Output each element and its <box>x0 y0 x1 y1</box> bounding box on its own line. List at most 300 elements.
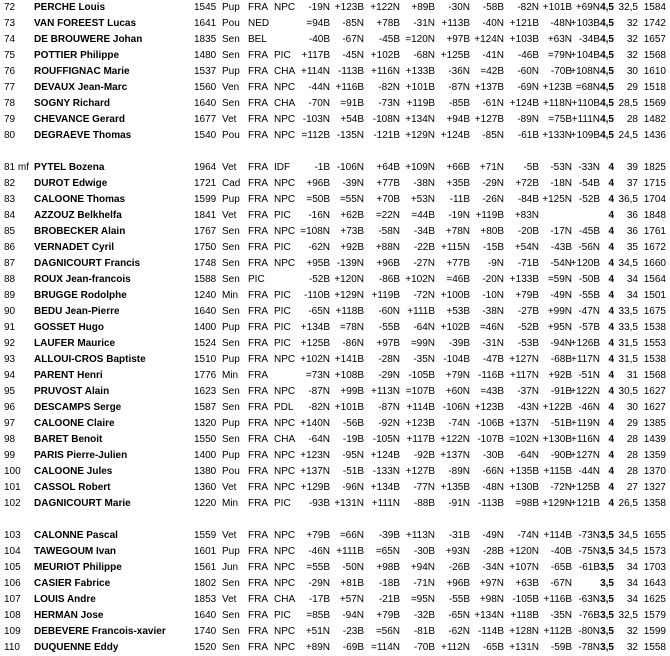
federation-cell: FRA <box>248 322 268 333</box>
tiebreak-performance: 1569 <box>643 98 666 109</box>
tiebreak-performance: 1553 <box>643 338 666 349</box>
round-result: -32B <box>413 610 435 621</box>
category-cell: Sen <box>222 402 240 413</box>
tiebreak-buchholz: 30,5 <box>618 386 638 397</box>
league-cell: NPC <box>274 482 296 493</box>
points-cell: 3,5 <box>600 594 614 605</box>
round-result: +120N <box>334 274 364 285</box>
round-result: -78N <box>578 642 600 653</box>
round-result: -34B <box>578 34 600 45</box>
tiebreak-buchholz: 28 <box>626 114 638 125</box>
league-cell: NPC <box>274 450 296 461</box>
federation-cell: FRA <box>248 2 268 13</box>
tiebreak-performance: 1439 <box>643 434 666 445</box>
round-result: =55B <box>306 562 330 573</box>
round-result: -18B <box>378 578 400 589</box>
tiebreak-buchholz: 39 <box>626 162 638 173</box>
rank-cell: 72 <box>4 2 16 13</box>
round-result: +96B <box>306 178 330 189</box>
rank-cell: 79 <box>4 114 16 125</box>
table-row <box>0 16 670 32</box>
elo-cell: 1853 <box>194 594 217 605</box>
category-cell: Sen <box>222 306 240 317</box>
tiebreak-buchholz: 34 <box>626 578 638 589</box>
category-cell: Sen <box>222 50 240 61</box>
federation-cell: FRA <box>248 306 268 317</box>
federation-cell: FRA <box>248 354 268 365</box>
player-name: ROUX Jean-francois <box>34 274 131 285</box>
round-result: -33N <box>578 162 600 173</box>
federation-cell: FRA <box>248 402 268 413</box>
league-cell: PIC <box>274 242 291 253</box>
round-result: =46N <box>479 322 504 333</box>
round-result: +114N <box>300 66 330 77</box>
tiebreak-buchholz: 32,5 <box>618 610 638 621</box>
round-result: +51N <box>305 626 330 637</box>
rank-cell: 106 <box>4 578 21 589</box>
round-result: +94N <box>410 562 435 573</box>
federation-cell: FRA <box>248 386 268 397</box>
round-result: -135N <box>336 130 364 141</box>
round-result: -35N <box>413 354 435 365</box>
elo-cell: 1767 <box>194 226 217 237</box>
round-result: -34N <box>482 562 504 573</box>
player-name: DEVAUX Jean-Marc <box>34 82 128 93</box>
elo-cell: 1220 <box>194 498 217 509</box>
round-result: -86N <box>342 338 364 349</box>
category-cell: Sen <box>222 434 240 445</box>
round-result: -17N <box>550 226 572 237</box>
round-result: +119B <box>371 290 400 301</box>
round-result: +121B <box>509 18 539 29</box>
category-cell: Cad <box>222 178 241 189</box>
tiebreak-performance: 1761 <box>643 226 666 237</box>
round-result: +133N <box>542 130 572 141</box>
elo-cell: 1588 <box>194 274 217 285</box>
points-cell: 4 <box>608 482 614 493</box>
table-row <box>0 48 670 64</box>
category-cell: Jun <box>222 562 239 573</box>
round-result: -44N <box>578 466 600 477</box>
elo-cell: 1964 <box>194 162 217 173</box>
player-name: TAWEGOUM Ivan <box>34 546 117 557</box>
table-row <box>0 128 670 144</box>
tiebreak-buchholz: 24,5 <box>618 130 638 141</box>
federation-cell: FRA <box>248 610 268 621</box>
tiebreak-buchholz: 32 <box>626 626 638 637</box>
round-result: -82N <box>378 82 400 93</box>
round-result: -54N <box>550 258 572 269</box>
round-result: +122N <box>370 2 400 13</box>
tiebreak-buchholz: 29 <box>626 418 638 429</box>
league-cell: NPC <box>274 354 296 365</box>
league-cell: PIC <box>274 306 291 317</box>
tiebreak-buchholz: 26,5 <box>618 498 638 509</box>
round-result: -26B <box>448 562 470 573</box>
category-cell: Pup <box>222 66 240 77</box>
round-result: -64N <box>308 434 330 445</box>
round-result: +123B <box>334 2 364 13</box>
tiebreak-buchholz: 28 <box>626 434 638 445</box>
round-result: -94N <box>550 338 572 349</box>
player-name: DESCAMPS Serge <box>34 402 122 413</box>
table-row <box>0 528 670 544</box>
category-cell: Sen <box>222 242 240 253</box>
round-result: -87N <box>448 82 470 93</box>
round-result: +123B <box>474 402 504 413</box>
elo-cell: 1560 <box>194 82 217 93</box>
table-row <box>0 416 670 432</box>
round-result: -75N <box>578 546 600 557</box>
group-separator <box>0 144 670 160</box>
tiebreak-buchholz: 34,5 <box>618 530 638 541</box>
round-result: -47B <box>482 354 504 365</box>
league-cell: NPC <box>274 82 296 93</box>
round-result: +109B <box>570 130 600 141</box>
category-cell: Ven <box>222 82 240 93</box>
round-result: +72B <box>515 178 539 189</box>
round-result: -104B <box>443 354 470 365</box>
round-result: -41N <box>482 50 504 61</box>
round-result: +133B <box>509 274 539 285</box>
round-result: +129N <box>405 130 435 141</box>
round-result: -80N <box>578 626 600 637</box>
points-cell: 4 <box>608 242 614 253</box>
round-result: +111N <box>571 114 600 125</box>
round-result: -58B <box>482 2 504 13</box>
tiebreak-performance: 1538 <box>643 322 666 333</box>
round-result: +135B <box>509 466 539 477</box>
round-result: +118B <box>335 306 364 317</box>
round-result: -47N <box>578 306 600 317</box>
league-cell: NPC <box>274 194 296 205</box>
elo-cell: 1587 <box>194 402 217 413</box>
federation-cell: FRA <box>248 594 268 605</box>
round-result: +102N <box>300 354 330 365</box>
round-result: -70N <box>308 98 330 109</box>
round-result: +89B <box>411 2 435 13</box>
table-row <box>0 160 670 176</box>
round-result: -45B <box>378 34 400 45</box>
round-result: +92B <box>340 242 364 253</box>
player-name: DUQUENNE Eddy <box>34 642 119 653</box>
round-result: -56B <box>342 418 364 429</box>
round-result: +127N <box>570 450 600 461</box>
round-result: +119N <box>570 418 600 429</box>
round-result: +109N <box>405 162 435 173</box>
round-result: -31B <box>448 530 470 541</box>
elo-cell: 1537 <box>194 66 217 77</box>
tiebreak-buchholz: 36 <box>626 210 638 221</box>
player-name: DEBEVERE Francois-xavier <box>34 626 166 637</box>
round-result: -68N <box>413 50 435 61</box>
tiebreak-performance: 1501 <box>643 290 666 301</box>
federation-cell: BEL <box>248 34 267 45</box>
elo-cell: 1559 <box>194 530 217 541</box>
elo-cell: 1677 <box>194 114 217 125</box>
round-result: +115N <box>440 242 470 253</box>
round-result: -22B <box>413 242 435 253</box>
federation-cell: PIC <box>248 274 265 285</box>
round-result: -54B <box>578 178 600 189</box>
points-cell: 4,5 <box>600 18 614 29</box>
player-name: CALONNE Pascal <box>34 530 118 541</box>
tiebreak-buchholz: 27 <box>626 482 638 493</box>
tiebreak-buchholz: 32 <box>626 642 638 653</box>
round-result: =46B <box>446 274 470 285</box>
table-row <box>0 64 670 80</box>
category-cell: Sen <box>222 258 240 269</box>
round-result: -46B <box>517 50 539 61</box>
rank-cell: 96 <box>4 402 16 413</box>
table-row <box>0 432 670 448</box>
round-result: -65N <box>308 306 330 317</box>
round-result: +111B <box>407 306 435 317</box>
round-result: -92N <box>378 418 400 429</box>
round-result: -30B <box>413 546 435 557</box>
league-cell: CHA <box>274 98 296 109</box>
round-result: +125B <box>300 338 330 349</box>
round-result: -36N <box>448 66 470 77</box>
category-cell: Vet <box>222 114 237 125</box>
tiebreak-performance: 1568 <box>643 370 666 381</box>
category-cell: Vet <box>222 162 237 173</box>
player-name: BRUGGE Rodolphe <box>34 290 127 301</box>
rank-cell: 94 <box>4 370 16 381</box>
tiebreak-performance: 1675 <box>643 306 666 317</box>
round-result: +124B <box>509 98 539 109</box>
round-result: -39B <box>378 530 400 541</box>
player-name: POTTIER Philippe <box>34 50 120 61</box>
points-cell: 4 <box>608 178 614 189</box>
round-result: -65B <box>482 642 504 653</box>
category-cell: Pup <box>222 354 240 365</box>
points-cell: 4 <box>608 466 614 477</box>
round-result: -55B <box>578 290 600 301</box>
round-result: =85B <box>306 610 330 621</box>
round-result: +97B <box>376 338 400 349</box>
player-name: BARET Benoit <box>34 434 103 445</box>
round-result: +137N <box>509 418 539 429</box>
round-result: -110B <box>304 290 330 301</box>
round-result: +127B <box>474 114 504 125</box>
federation-cell: FRA <box>248 290 268 301</box>
round-result: =66N <box>339 530 364 541</box>
round-result: -53N <box>550 162 572 173</box>
rank-cell: 97 <box>4 418 16 429</box>
table-row <box>0 608 670 624</box>
tiebreak-buchholz: 32 <box>626 34 638 45</box>
category-cell: Pup <box>222 2 240 13</box>
round-result: +100B <box>440 290 470 301</box>
round-result: -46N <box>308 546 330 557</box>
tiebreak-performance: 1704 <box>643 194 666 205</box>
round-result: =68N <box>575 82 600 93</box>
category-cell: Sen <box>222 642 240 653</box>
table-row <box>0 112 670 128</box>
rank-cell: 91 <box>4 322 16 333</box>
round-result: =75B <box>548 114 572 125</box>
round-result: -40B <box>550 546 572 557</box>
round-result: =95N <box>410 594 435 605</box>
league-cell: NPC <box>274 258 296 269</box>
round-result: +127B <box>405 466 435 477</box>
category-cell: Sen <box>222 226 240 237</box>
points-cell: 4,5 <box>600 114 614 125</box>
tiebreak-performance: 1655 <box>643 530 666 541</box>
round-result: -11B <box>449 194 470 205</box>
tiebreak-buchholz: 34 <box>626 290 638 301</box>
round-result: +114B <box>406 402 435 413</box>
rank-cell: 84 <box>4 210 16 221</box>
category-cell: Pou <box>222 18 240 29</box>
tiebreak-performance: 1610 <box>643 66 666 77</box>
round-result: -60N <box>378 306 400 317</box>
elo-cell: 1400 <box>194 322 217 333</box>
rank-cell: 109 <box>4 626 21 637</box>
federation-cell: FRA <box>248 418 268 429</box>
round-result: -60N <box>517 66 539 77</box>
category-cell: Pup <box>222 546 240 557</box>
round-result: +125B <box>440 50 470 61</box>
player-name: BROBECKER Alain <box>34 226 126 237</box>
round-result: -23B <box>342 626 364 637</box>
round-result: +97N <box>479 578 504 589</box>
league-cell: NPC <box>274 562 296 573</box>
points-cell: 4 <box>608 290 614 301</box>
round-result: =98B <box>515 498 539 509</box>
round-result: +117B <box>301 50 330 61</box>
round-result: -105B <box>408 370 435 381</box>
round-result: +111B <box>336 546 364 557</box>
elo-cell: 1360 <box>194 482 217 493</box>
round-result: +123B <box>542 82 572 93</box>
round-result: +99N <box>547 306 572 317</box>
category-cell: Pup <box>222 450 240 461</box>
league-cell: PDL <box>274 402 294 413</box>
round-result: +95B <box>306 258 330 269</box>
round-result: +126B <box>570 338 600 349</box>
table-row <box>0 256 670 272</box>
federation-cell: FRA <box>248 498 268 509</box>
league-cell: NPC <box>274 578 296 589</box>
round-result: -38N <box>413 178 435 189</box>
round-result: +113B <box>441 18 470 29</box>
round-result: -62N <box>448 626 470 637</box>
round-result: -74N <box>448 418 470 429</box>
league-cell: CHA <box>274 594 296 605</box>
table-row <box>0 560 670 576</box>
elo-cell: 1776 <box>194 370 217 381</box>
league-cell: NPC <box>274 114 296 125</box>
round-result: +98B <box>376 562 400 573</box>
round-result: +79B <box>306 530 330 541</box>
rank-cell: 90 <box>4 306 16 317</box>
round-result: -29N <box>482 178 504 189</box>
points-cell: 4 <box>608 162 614 173</box>
round-result: +112B <box>543 626 572 637</box>
elo-cell: 1640 <box>194 306 217 317</box>
round-result: -51B <box>342 466 364 477</box>
tiebreak-buchholz: 33,5 <box>618 306 638 317</box>
tiebreak-buchholz: 34 <box>626 274 638 285</box>
round-result: -52B <box>308 274 330 285</box>
round-result: -76B <box>578 610 600 621</box>
federation-cell: FRA <box>248 546 268 557</box>
round-result: -52B <box>578 194 600 205</box>
points-cell: 4 <box>608 258 614 269</box>
federation-cell: FRA <box>248 338 268 349</box>
federation-cell: FRA <box>248 626 268 637</box>
round-result: -133N <box>372 466 400 477</box>
round-result: +120B <box>570 258 600 269</box>
points-cell: 4,5 <box>600 98 614 109</box>
round-result: +123B <box>405 418 435 429</box>
round-result: =56N <box>375 626 400 637</box>
rank-cell: 78 <box>4 98 16 109</box>
league-cell: CHA <box>274 434 296 445</box>
round-result: +121B <box>570 498 600 509</box>
round-result: +35B <box>446 178 470 189</box>
round-result: +129N <box>334 290 364 301</box>
round-result: +108B <box>334 370 364 381</box>
points-cell: 4 <box>608 434 614 445</box>
rank-cell: 75 <box>4 50 16 61</box>
round-result: -48N <box>482 482 504 493</box>
round-result: -116B <box>478 370 504 381</box>
league-cell: NPC <box>274 466 296 477</box>
round-result: -1B <box>314 162 330 173</box>
round-result: +124B <box>370 450 400 461</box>
round-result: -70B <box>550 66 572 77</box>
rank-cell: 83 <box>4 194 16 205</box>
table-row <box>0 368 670 384</box>
federation-cell: FRA <box>248 130 268 141</box>
round-result: -43B <box>550 242 572 253</box>
round-result: -38N <box>482 306 504 317</box>
rank-cell: 98 <box>4 434 16 445</box>
player-name: PYTEL Bozena <box>34 162 105 173</box>
round-result: -113B <box>338 66 364 77</box>
round-result: =112B <box>301 130 330 141</box>
rank-cell: 86 <box>4 242 16 253</box>
round-result: -89N <box>448 466 470 477</box>
round-result: -82N <box>517 2 539 13</box>
league-cell: NPC <box>274 2 296 13</box>
elo-cell: 1524 <box>194 338 217 349</box>
elo-cell: 1545 <box>194 2 217 13</box>
league-cell: NPC <box>274 130 296 141</box>
table-row <box>0 304 670 320</box>
tiebreak-buchholz: 29 <box>626 82 638 93</box>
elo-cell: 1740 <box>194 626 217 637</box>
round-result: +131N <box>334 498 364 509</box>
federation-cell: FRA <box>248 562 268 573</box>
round-result: +53B <box>446 306 470 317</box>
round-result: -62N <box>308 242 330 253</box>
round-result: -27B <box>517 306 539 317</box>
round-result: +73B <box>340 226 364 237</box>
round-result: +103B <box>570 18 600 29</box>
federation-cell: FRA <box>248 98 268 109</box>
category-cell: Min <box>222 370 239 381</box>
round-result: =55N <box>339 194 364 205</box>
points-cell: 3,5 <box>600 642 614 653</box>
round-result: +70B <box>376 194 400 205</box>
category-cell: Pup <box>222 322 240 333</box>
points-cell: 3,5 <box>600 530 614 541</box>
points-cell: 4 <box>608 354 614 365</box>
